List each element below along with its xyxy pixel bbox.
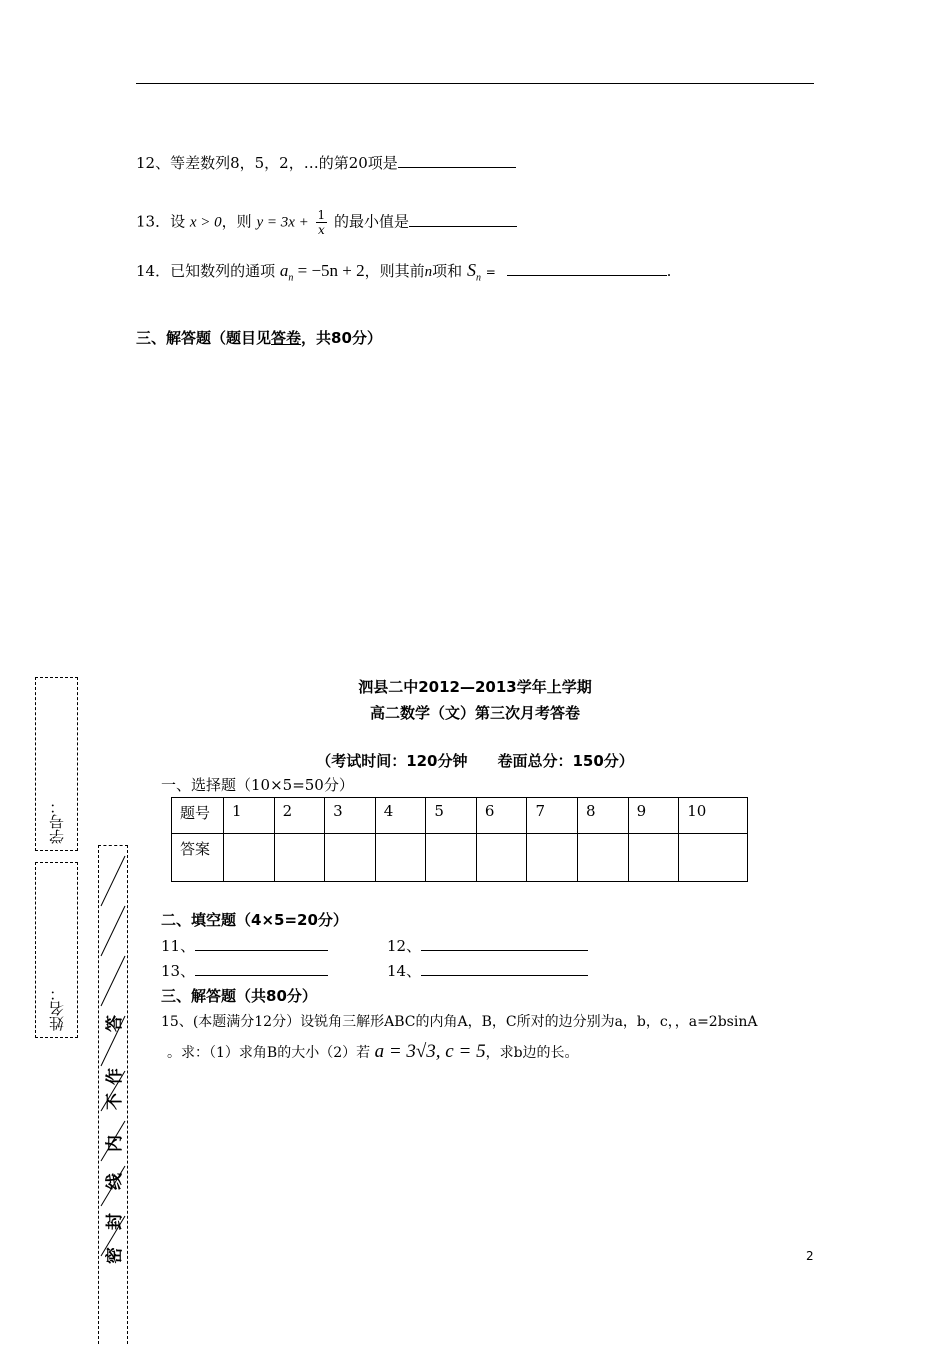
question-13: [136, 208, 517, 237]
row-label-answers: 答案: [172, 834, 224, 882]
part-3-title: 三、解答题（共80分）: [161, 987, 317, 1005]
question-13-fraction: [316, 208, 328, 237]
answer-blank: [421, 961, 588, 976]
question-number-cell: 6: [476, 798, 527, 834]
question-13-suffix: 的最小值是: [333, 212, 409, 231]
exam-info: （考试时间：120分钟 卷面总分：150分）: [316, 752, 634, 770]
seal-char-xian: 线: [105, 1173, 125, 1190]
question-number-cell: 3: [325, 798, 376, 834]
fill-item-label: 11、: [161, 937, 196, 955]
answer-cell[interactable]: [325, 834, 376, 882]
answer-cell[interactable]: [476, 834, 527, 882]
part-2-title: 二、填空题（4×5=20分）: [161, 911, 348, 929]
seal-char-da: 答: [105, 1015, 125, 1032]
section-3-suffix: ，共80分）: [301, 329, 382, 347]
answer-cell[interactable]: [426, 834, 477, 882]
fill-item-14: [387, 960, 588, 981]
question-15-formula: a = 3√3, c = 5: [374, 1041, 486, 1062]
answer-blank: [421, 936, 588, 951]
fill-item-13: [161, 960, 328, 981]
fill-item-label: 14、: [387, 962, 422, 980]
fraction-numerator: 1: [317, 208, 326, 222]
student-name-label: 姓名：: [48, 986, 66, 1031]
fill-item-label: 12、: [387, 937, 422, 955]
fraction-denominator: x: [317, 223, 325, 237]
question-14-n: n: [424, 264, 433, 280]
question-number-cell: 7: [527, 798, 578, 834]
question-12-text: 12、等差数列8，5，2，…的第20项是: [136, 154, 398, 172]
seal-char-feng: 封: [105, 1213, 125, 1230]
answer-blank: [507, 261, 667, 276]
answer-cell[interactable]: [527, 834, 578, 882]
question-number-cell: 9: [628, 798, 679, 834]
section-3-underlined: 答卷: [271, 329, 302, 347]
answer-cell[interactable]: [679, 834, 748, 882]
question-14-mid: ，则其前: [364, 262, 425, 280]
exam-title: 高二数学（文）第三次月考答卷: [369, 704, 580, 722]
section-3-prefix: 三、解答题（题目见: [136, 329, 272, 347]
answer-cell[interactable]: [375, 834, 426, 882]
question-14-prefix: 14．已知数列的通项: [136, 262, 276, 280]
answer-blank: [409, 212, 517, 227]
seal-line-strip: [98, 845, 128, 1344]
question-14-end: .: [666, 262, 672, 280]
school-title: 泗县二中2012—2013学年上学期: [358, 678, 592, 696]
question-15-prefix: 。求：（1）求角B的大小（2）若: [167, 1045, 371, 1061]
page-number: 2: [806, 1249, 814, 1263]
student-number-label: 学号：: [48, 799, 66, 844]
answer-cell[interactable]: [224, 834, 275, 882]
answer-blank: [195, 961, 328, 976]
table-row-answers: [172, 834, 748, 882]
student-name-box: [35, 862, 78, 1038]
question-number-cell: 4: [375, 798, 426, 834]
question-13-mid: ，则: [221, 212, 252, 231]
question-14-formula: $a_n = -5n + 2$: [279, 261, 365, 284]
question-number-cell: 10: [679, 798, 748, 834]
answer-cell[interactable]: [274, 834, 325, 882]
question-14: [136, 260, 671, 284]
table-row-numbers: [172, 798, 748, 834]
question-15-line-2: [167, 1041, 579, 1063]
answer-cell[interactable]: [578, 834, 629, 882]
section-3-heading: [136, 327, 382, 348]
answer-cell[interactable]: [628, 834, 679, 882]
answer-blank: [195, 936, 328, 951]
question-15-suffix: ，求b边的长。: [485, 1045, 579, 1061]
seal-char-bu: 不: [105, 1093, 125, 1110]
question-13-prefix: 13．设: [136, 212, 186, 231]
question-number-cell: 1: [224, 798, 275, 834]
question-number-cell: 8: [578, 798, 629, 834]
fill-item-label: 13、: [161, 962, 196, 980]
fill-item-12: [387, 935, 588, 956]
seal-char-zuo: 作: [105, 1068, 125, 1085]
answer-blank: [398, 153, 516, 168]
question-14-equals: =: [485, 265, 496, 279]
fill-item-11: [161, 935, 328, 956]
part-1-title: 一、选择题（10×5=50分）: [161, 776, 354, 794]
question-12: [136, 152, 516, 173]
question-15-line-1: 15、(本题满分12分）设锐角三解形ABC的内角A，B，C所对的边分别为a，b，c，，a=2bsinA: [161, 1014, 758, 1030]
seal-char-mi: 密: [105, 1247, 125, 1264]
question-14-mid2: 项和: [432, 262, 463, 280]
question-number-cell: 2: [274, 798, 325, 834]
answer-table: [171, 797, 748, 882]
question-number-cell: 5: [426, 798, 477, 834]
question-13-lhs: y = 3x +: [256, 214, 309, 231]
question-13-condition: x > 0: [189, 214, 222, 231]
question-14-sum: $S_n$: [466, 260, 481, 284]
header-rule: [136, 83, 814, 84]
row-label-numbers: 题号: [172, 798, 224, 834]
seal-char-nei: 内: [105, 1135, 125, 1152]
